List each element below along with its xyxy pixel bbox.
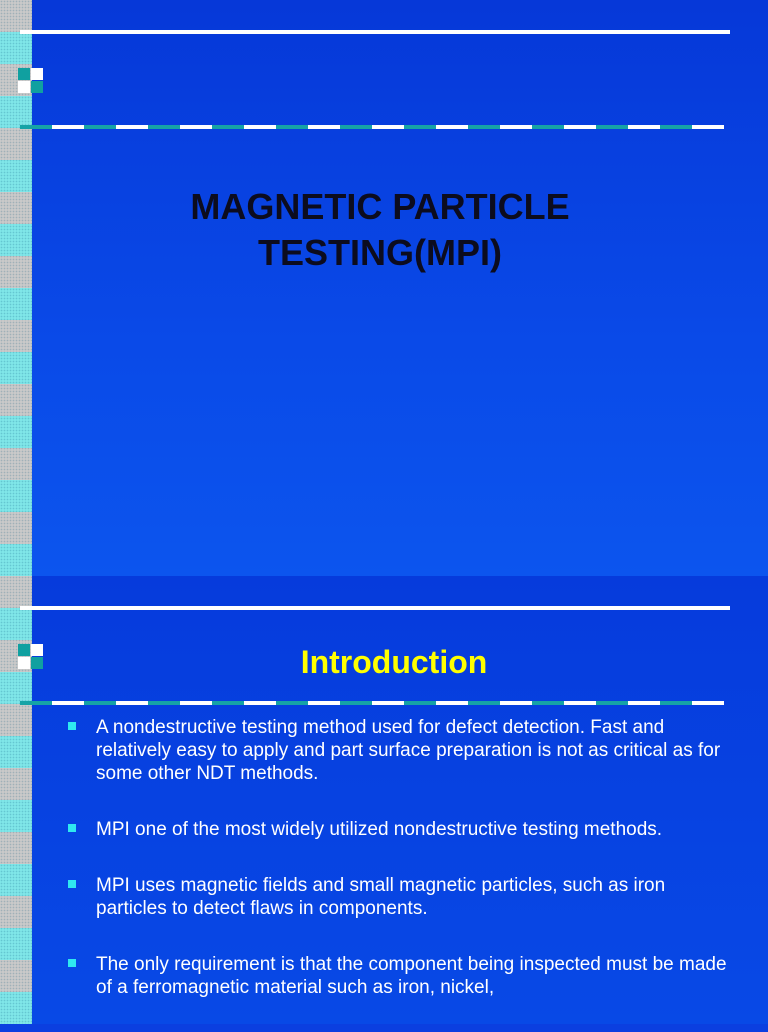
list-item	[68, 818, 728, 841]
list-item	[68, 953, 728, 999]
dashed-rule-line	[20, 125, 724, 129]
checker-logo-icon	[18, 68, 45, 95]
square-bullet-icon	[68, 959, 76, 967]
bullet-text: MPI uses magnetic fields and small magnetic particles, such as iron particles to detect flaws in components.	[96, 875, 666, 919]
bullet-text: MPI one of the most widely utilized nondestructive testing methods.	[96, 819, 663, 840]
bullet-text: The only requirement is that the component being inspected must be made of a ferromagnetic material such as iron, nickel,	[96, 954, 727, 998]
square-bullet-icon	[68, 722, 76, 730]
slide-title-text: MAGNETIC PARTICLE TESTING(MPI)	[190, 186, 570, 273]
bullet-text: A nondestructive testing method used for defect detection. Fast and relatively easy to apply and part surface preparation is not as critical as for some other NDT methods.	[96, 717, 721, 784]
bullet-list	[68, 716, 728, 1032]
list-item	[68, 716, 728, 785]
square-bullet-icon	[68, 880, 76, 888]
top-rule-line	[20, 30, 730, 34]
top-rule-line	[20, 606, 730, 610]
checker-logo-icon	[18, 644, 45, 671]
dashed-rule-line	[20, 701, 724, 705]
square-bullet-icon	[68, 824, 76, 832]
list-item	[68, 874, 728, 920]
section-heading: Introduction	[300, 644, 488, 680]
